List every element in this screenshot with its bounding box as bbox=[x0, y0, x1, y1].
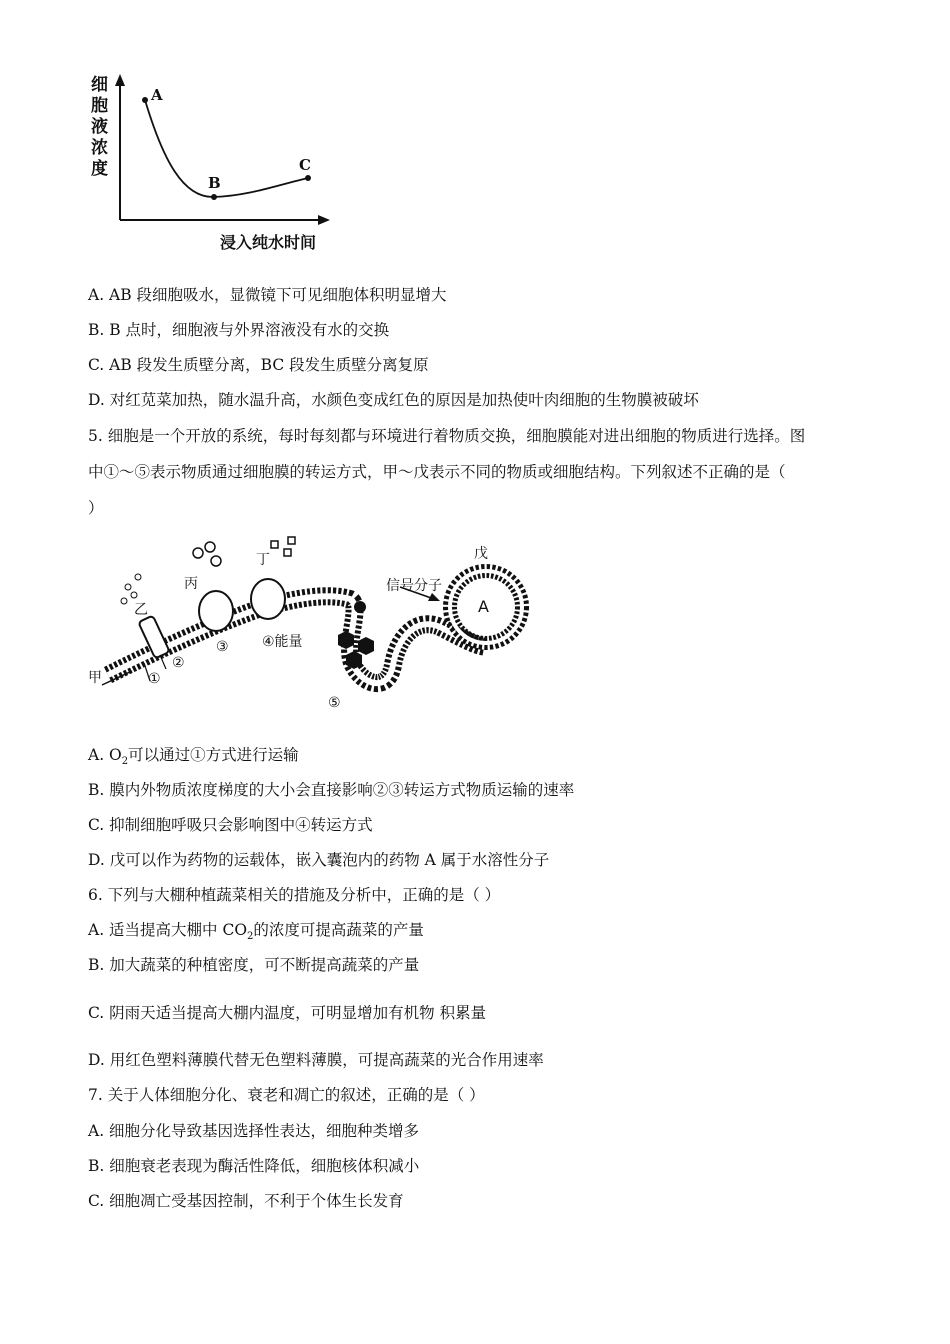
q6-option-a-pre: A. 适当提高大棚中 CO bbox=[88, 921, 248, 939]
label-jia: 甲 bbox=[88, 670, 102, 686]
q5-stem-line3: ） bbox=[88, 499, 104, 517]
q5-option-a bbox=[88, 745, 299, 772]
q5-option-a-post: 可以通过①方式进行运输 bbox=[128, 746, 299, 764]
q5-option-a-pre: A. O bbox=[88, 746, 122, 764]
label-energy: ④能量 bbox=[262, 634, 303, 650]
label-n2: ② bbox=[172, 655, 185, 671]
q6-option-d: D. 用红色塑料薄膜代替无色塑料薄膜，可提高蔬菜的光合作用速率 bbox=[88, 1051, 544, 1069]
q6-option-a-sub: 2 bbox=[247, 931, 254, 943]
q5-option-b: B. 膜内外物质浓度梯度的大小会直接影响②③转运方式物质运输的速率 bbox=[88, 781, 575, 799]
q7-option-b: B. 细胞衰老表现为酶活性降低，细胞核体积减小 bbox=[88, 1157, 420, 1175]
q5-stem-line2: 中①～⑤表示物质通过细胞膜的转运方式，甲～戊表示不同的物质或细胞结构。下列叙述不正确的是（ bbox=[88, 463, 786, 481]
label-ding: 丁 bbox=[256, 552, 270, 568]
label-drug-a: A bbox=[478, 597, 489, 616]
q4-option-a: A. AB 段细胞吸水，显微镜下可见细胞体积明显增大 bbox=[88, 286, 447, 304]
q7-option-c: C. 细胞凋亡受基因控制，不利于个体生长发育 bbox=[88, 1192, 404, 1210]
q4-option-b: B. B 点时，细胞液与外界溶液没有水的交换 bbox=[88, 321, 390, 339]
q6-option-a-post: 的浓度可提高蔬菜的产量 bbox=[253, 921, 424, 939]
q5-option-a-sub: 2 bbox=[121, 756, 129, 768]
concentration-graph bbox=[88, 70, 348, 255]
q5-option-c: C. 抑制细胞呼吸只会影响图中④转运方式 bbox=[88, 816, 373, 834]
label-bing: 丙 bbox=[184, 576, 198, 592]
label-n5: ⑤ bbox=[328, 695, 341, 711]
label-signal: 信号分子 bbox=[386, 578, 442, 594]
membrane-transport-figure bbox=[88, 535, 548, 715]
label-n1: ① bbox=[148, 671, 161, 687]
label-wu: 戊 bbox=[474, 546, 488, 562]
label-n3: ③ bbox=[216, 639, 229, 655]
q6-option-a bbox=[88, 920, 424, 947]
q7-option-a: A. 细胞分化导致基因选择性表达，细胞种类增多 bbox=[88, 1122, 420, 1140]
x-axis-label: 浸入纯水时间 bbox=[220, 233, 317, 252]
q6-option-b: B. 加大蔬菜的种植密度，可不断提高蔬菜的产量 bbox=[88, 956, 420, 974]
point-b-label: B bbox=[208, 174, 221, 192]
q4-option-c: C. AB 段发生质壁分离，BC 段发生质壁分离复原 bbox=[88, 356, 429, 374]
y-axis-label: 细胞液浓度 bbox=[91, 75, 108, 179]
q4-option-d: D. 对红苋菜加热，随水温升高，水颜色变成红色的原因是加热使叶肉细胞的生物膜被破坏 bbox=[88, 391, 699, 409]
q5-option-d: D. 戊可以作为药物的运载体，嵌入囊泡内的药物 A 属于水溶性分子 bbox=[88, 851, 550, 869]
q6-option-c: C. 阴雨天适当提高大棚内温度，可明显增加有机物 积累量 bbox=[88, 1004, 487, 1022]
q5-stem-line1: 5. 细胞是一个开放的系统，每时每刻都与环境进行着物质交换，细胞膜能对进出细胞的物质进行选择。图 bbox=[88, 427, 806, 445]
q7-stem: 7. 关于人体细胞分化、衰老和凋亡的叙述，正确的是（ ） bbox=[88, 1086, 485, 1104]
label-yi: 乙 bbox=[134, 602, 148, 618]
q6-stem: 6. 下列与大棚种植蔬菜相关的措施及分析中，正确的是（ ） bbox=[88, 886, 501, 904]
point-a-label: A bbox=[151, 86, 163, 104]
point-c-label: C bbox=[299, 156, 311, 174]
